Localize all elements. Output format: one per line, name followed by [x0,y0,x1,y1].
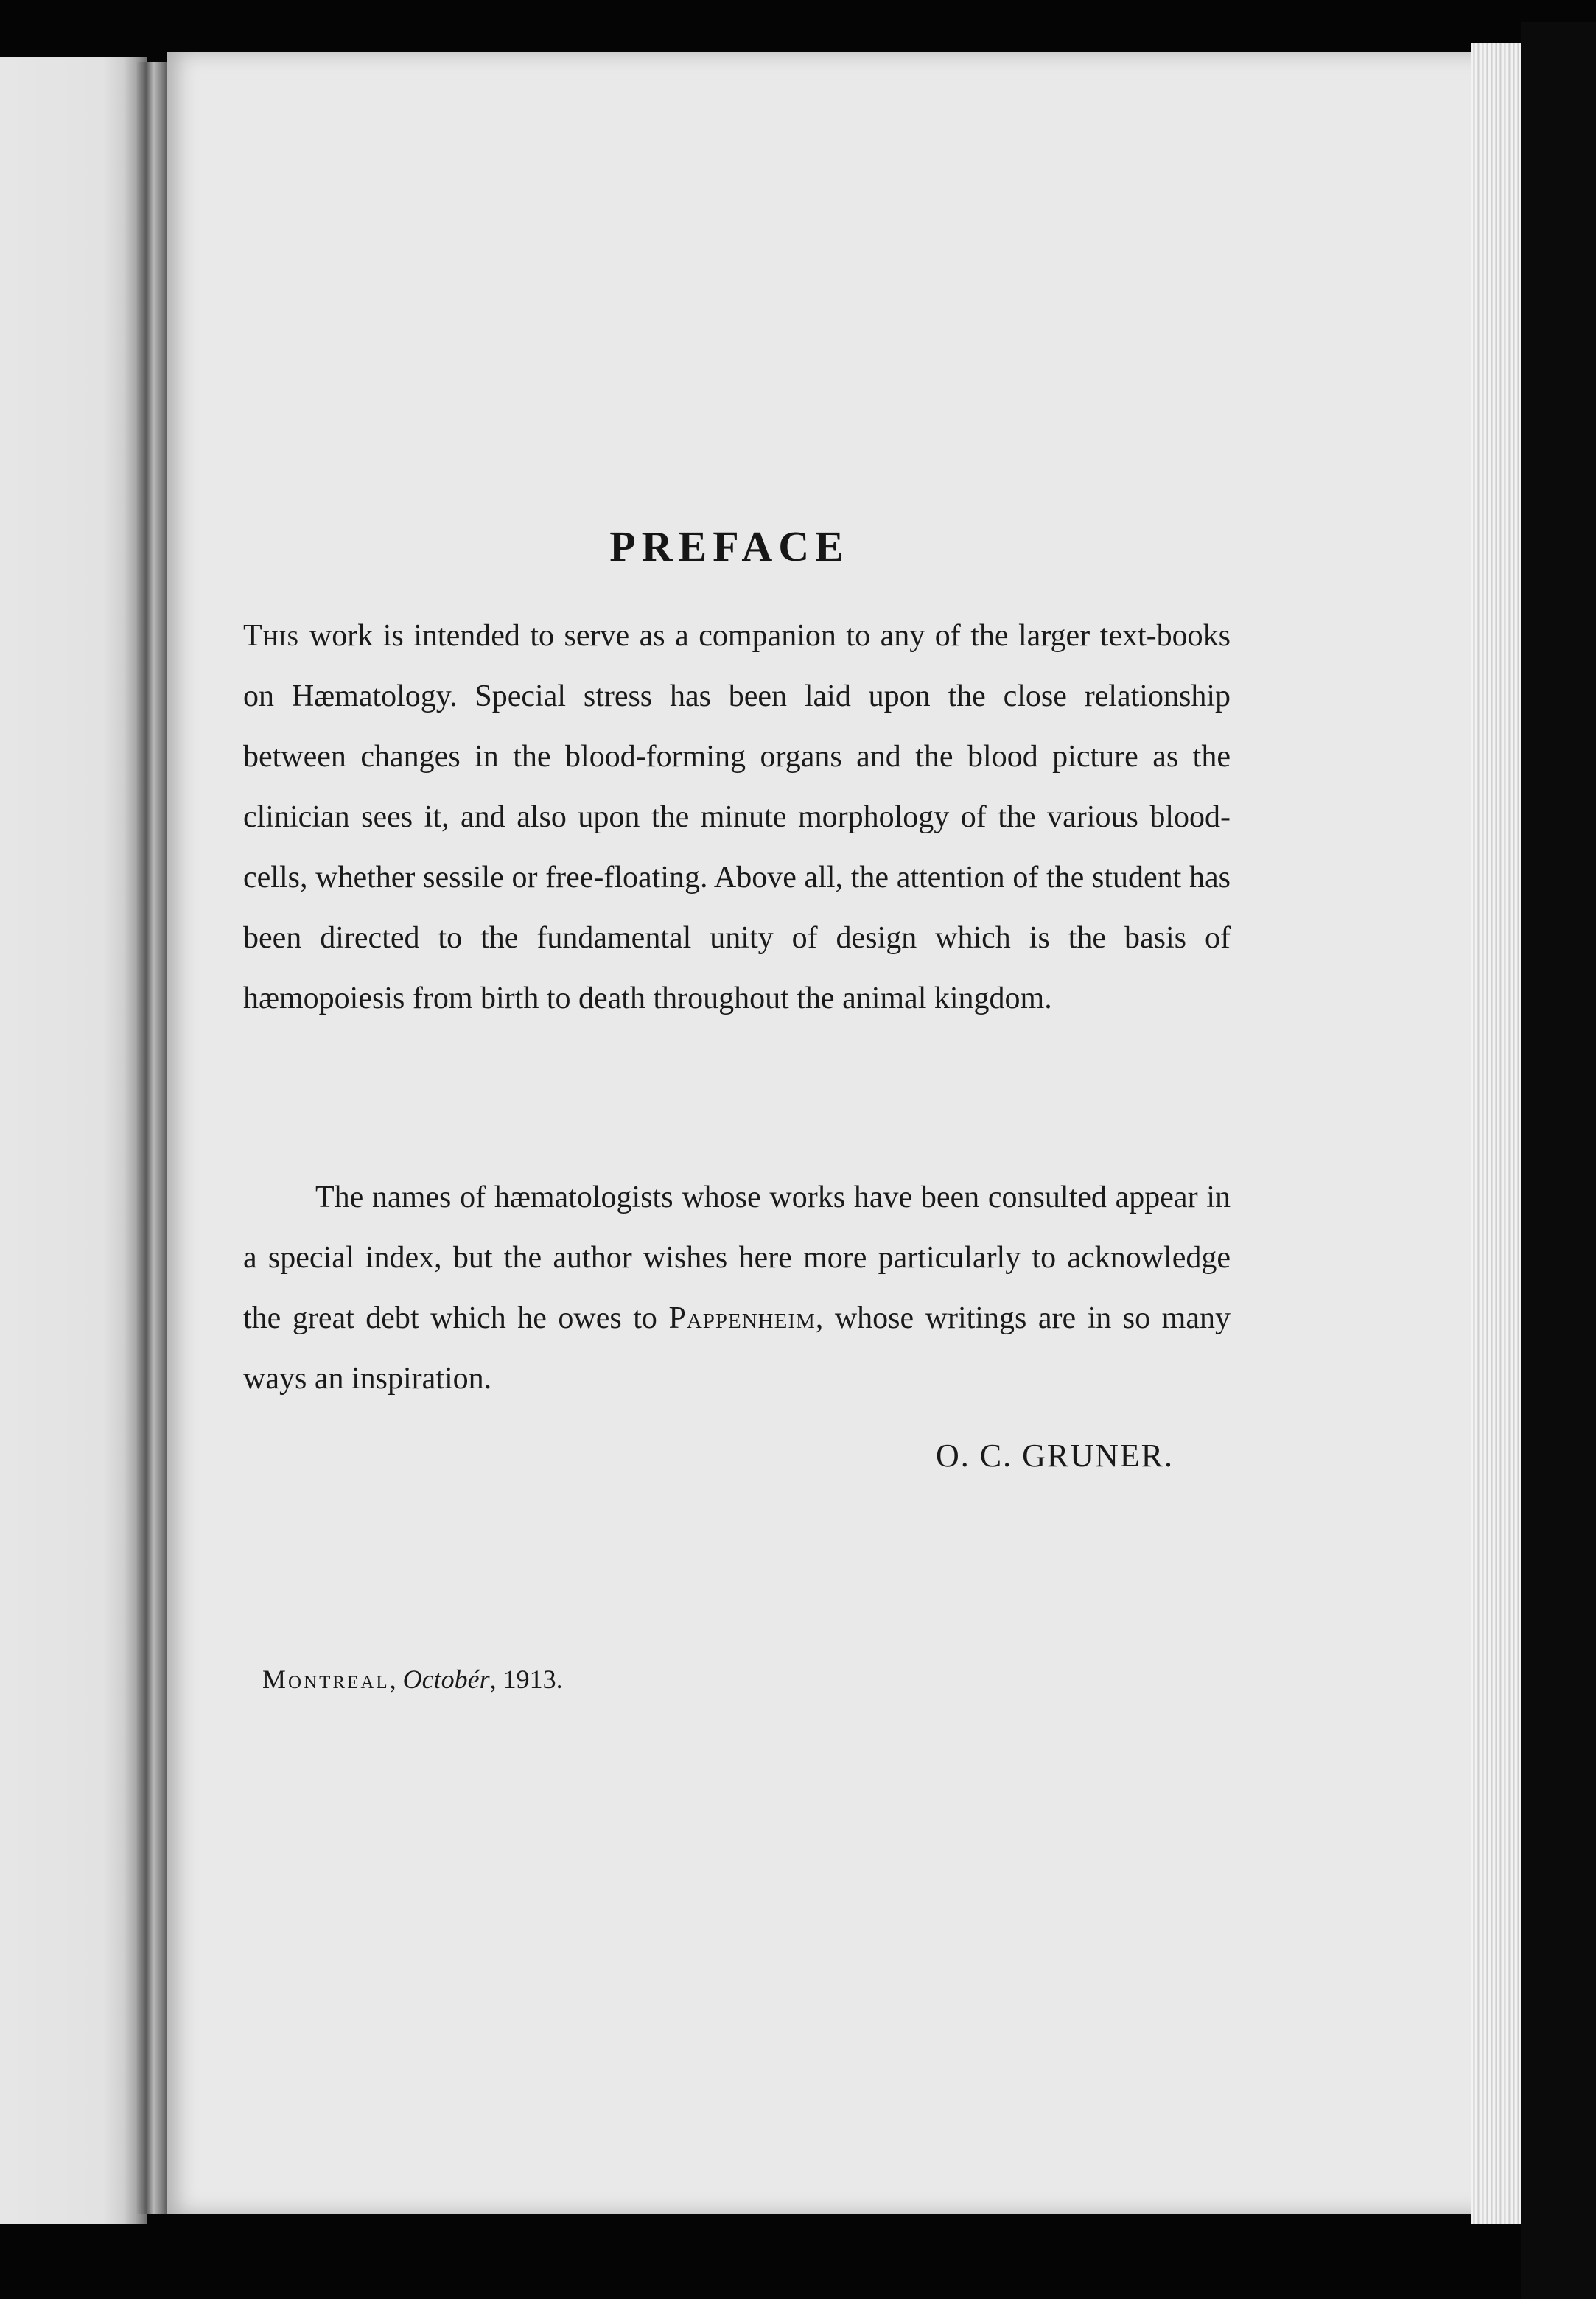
preface-paragraph-2 [243,1167,1231,1409]
paragraph-2-text-start: The names of hæmatologists whose works have been consulted appear in a special index, but the author wishes here more particularly to acknowledge the great debt which he owes to [243,1180,1231,1335]
paragraph-2-text-end: , whose writings are in so many ways an inspiration. [243,1301,1231,1396]
page-title: PREFACE [609,522,850,570]
paragraph-1-text: work is intended to serve as a companion to any of the larger text-books on Hæmatology. Special stress has been laid upon the close relationship between changes in the blood-forming organs and the blood picture as the clinician sees it, and also upon the minute morphology of the various blood-cells, whether sessile or free-floating. Above all, the attention of the student has been directed to the fundamental unity of design which is the basis of hæmopoiesis from birth to death throughout the animal kingdom. [243,619,1231,1015]
left-page-edge [0,57,147,2224]
dateline-month: Octobér [402,1665,490,1694]
dateline: Montreal, Octobér, 1913. [262,1665,563,1694]
book-page [167,52,1485,2214]
dateline-year: 1913. [503,1665,563,1694]
page-edges [1471,43,1522,2224]
author-signature: O. C. GRUNER. [936,1438,1175,1474]
paragraph-lead-word: This [243,619,300,653]
dateline-place: Montreal [262,1665,390,1694]
cited-name: Pappenheim [668,1301,816,1335]
preface-paragraph-1 [243,606,1231,1029]
book-cover-edge [1521,22,1596,2299]
